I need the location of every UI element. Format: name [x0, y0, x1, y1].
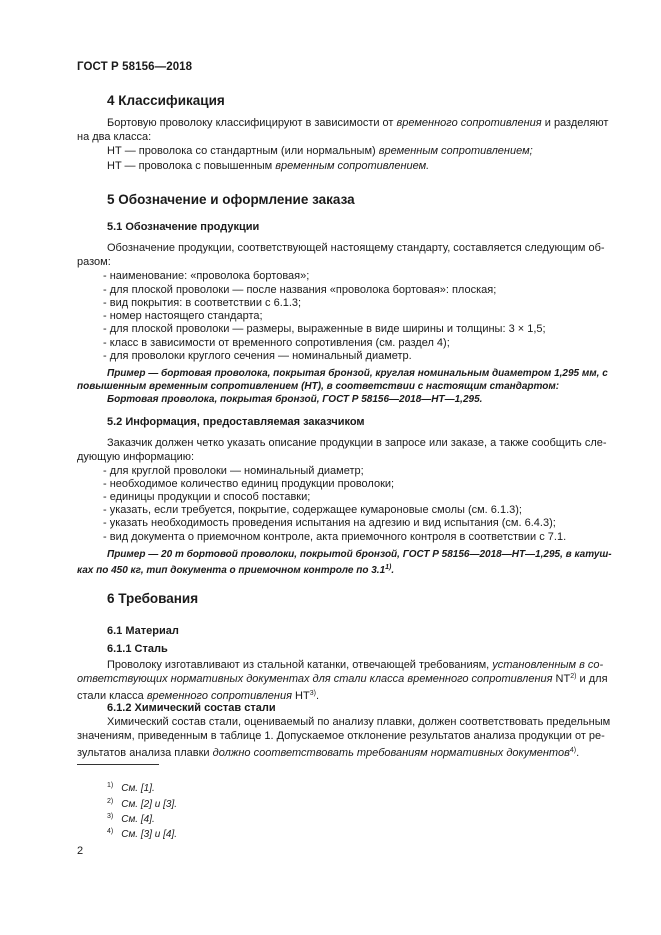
chem-paragraph-line1: Химический состав стали, оцениваемый по анализу плавки, должен соответствовать предельным [107, 716, 611, 728]
chem-paragraph-line3: зультатов анализа плавки должно соответствовать требованиям нормативных документов$^{4)}$. [77, 747, 580, 759]
class-nt-item: НТ — проволока со стандартным (или нормальным) временным сопротивлением; [107, 145, 533, 157]
footnote: $^{3)}$ См. [4]. [107, 813, 155, 825]
designation-list-item: - для плоской проволоки — после названия «проволока бортовая»: плоская; [103, 284, 497, 296]
sec51-example-line1: Пример — бортовая проволока, покрытая бронзой, круглая номинальным диаметром 1,295 мм, с [107, 368, 608, 379]
sec4-paragraph-line1: Бортовую проволоку классифицируют в зависимости от временного сопротивления и разделяют [107, 117, 609, 129]
order-info-list-item: - указать необходимость проведения испытания на адгезию и вид испытания (см. 6.4.3); [103, 517, 556, 529]
designation-list-item: - вид покрытия: в соответствии с 6.1.3; [103, 297, 302, 309]
footnote: $^{2)}$ См. [2] и [3]. [107, 798, 178, 810]
order-info-list-item: - для круглой проволоки — номинальный диаметр; [103, 465, 364, 477]
section-6-heading: 6 Требования [107, 591, 199, 606]
subsection-6-1-1-heading: 6.1.1 Сталь [107, 643, 168, 655]
section-5-heading: 5 Обозначение и оформление заказа [107, 192, 355, 207]
order-info-list-item: - указать, если требуется, покрытие, содержащее кумароновые смолы (см. 6.1.3); [103, 504, 522, 516]
designation-list-item: - номер настоящего стандарта; [103, 310, 263, 322]
sec51-intro-line1: Обозначение продукции, соответствующей настоящему стандарту, составляется следующим об- [107, 242, 605, 254]
subsection-6-1-heading: 6.1 Материал [107, 625, 179, 637]
subsection-5-1-heading: 5.1 Обозначение продукции [107, 221, 260, 233]
sec52-intro-line2: дующую информацию: [77, 451, 195, 463]
sec4-paragraph-line2: на два класса: [77, 131, 152, 143]
document-header: ГОСТ Р 58156—2018 [77, 61, 193, 73]
section-4-heading: 4 Классификация [107, 93, 225, 108]
subsection-5-2-heading: 5.2 Информация, предоставляемая заказчиком [107, 416, 365, 428]
page-number: 2 [77, 845, 84, 857]
sec52-example-line1: Пример — 20 т бортовой проволоки, покрытой бронзой, ГОСТ Р 58156—2018—HT—1,295, в катуш- [107, 549, 612, 560]
order-info-list-item: - необходимое количество единиц продукции проволоки; [103, 478, 395, 490]
sec51-example-line2: повышенным временным сопротивлением (HT), в соответствии с настоящим стандартом: [77, 381, 560, 392]
steel-paragraph-line3: стали класса временного сопротивления HT$^{3)}$. [77, 690, 319, 702]
sec51-example-line3: Бортовая проволока, покрытая бронзой, ГОСТ Р 58156—2018—HT—1,295. [107, 394, 483, 405]
class-ht-item: HT — проволока с повышенным временным сопротивлением. [107, 160, 430, 172]
steel-paragraph-line1: Проволоку изготавливают из стальной катанки, отвечающей требованиям, установленным в со- [107, 659, 604, 671]
steel-paragraph-line2: ответствующих нормативных документах для стали класса временного сопротивления NT$^{2)}$ и для [77, 673, 608, 685]
footnote-separator [77, 764, 159, 765]
sec51-intro-line2: разом: [77, 256, 111, 268]
designation-list-item: - для плоской проволоки — размеры, выраженные в виде ширины и толщины: 3 × 1,5; [103, 323, 546, 335]
designation-list-item: - класс в зависимости от временного сопротивления (см. раздел 4); [103, 337, 450, 349]
designation-list-item: - наименование: «проволока бортовая»; [103, 270, 310, 282]
order-info-list-item: - вид документа о приемочном контроле, акта приемочного контроля в соответствии с 7.1. [103, 531, 567, 543]
subsection-6-1-2-heading: 6.1.2 Химический состав стали [107, 702, 276, 714]
sec52-example-line2: ках по 450 кг, тип документа о приемочном контроле по 3.1$^{1)}$. [77, 564, 395, 576]
chem-paragraph-line2: значениям, приведенным в таблице 1. Допускаемое отклонение результатов анализа продукции от ре- [77, 730, 605, 742]
order-info-list-item: - единицы продукции и способ поставки; [103, 491, 311, 503]
sec52-intro-line1: Заказчик должен четко указать описание продукции в запросе или заказе, а также сообщить сле- [107, 437, 607, 449]
designation-list-item: - для проволоки круглого сечения — номинальный диаметр. [103, 350, 412, 362]
footnote: $^{1)}$ См. [1]. [107, 782, 155, 794]
footnote: $^{4)}$ См. [3] и [4]. [107, 828, 178, 840]
